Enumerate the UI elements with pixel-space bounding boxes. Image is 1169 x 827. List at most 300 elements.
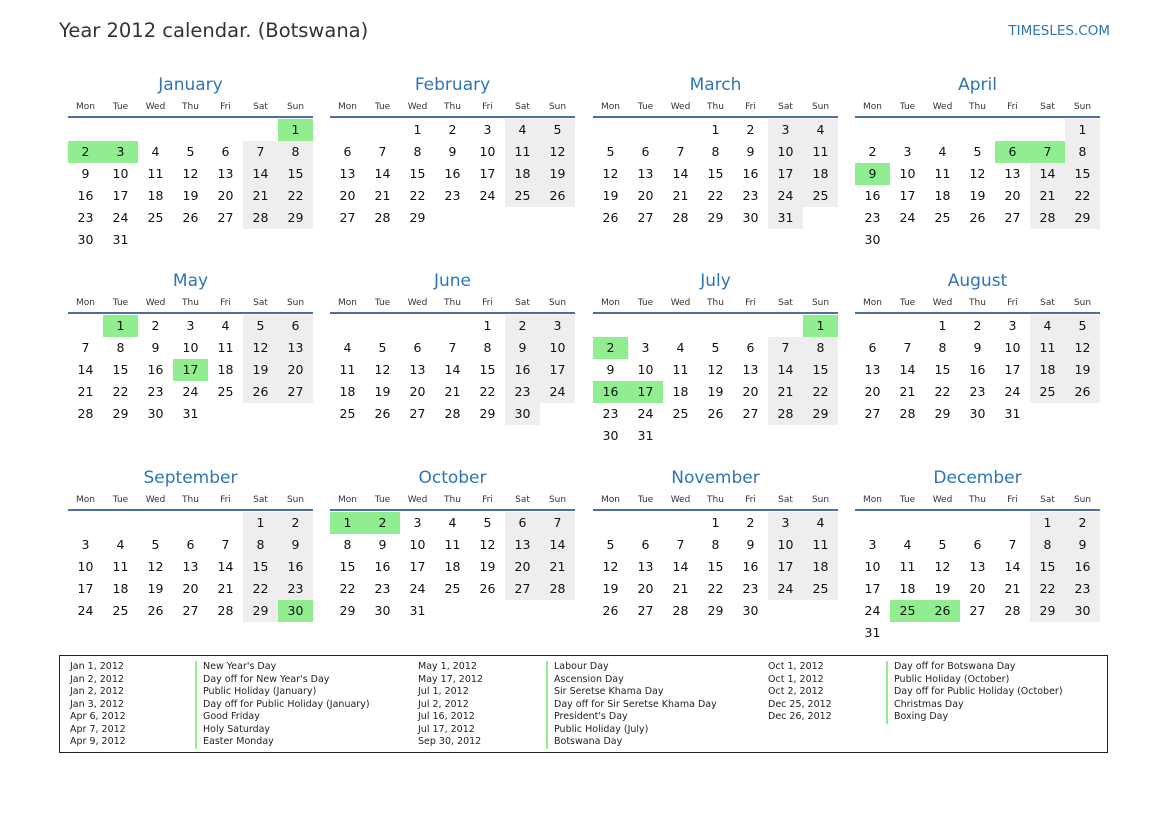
day-cell: 29	[243, 600, 278, 622]
day-cell: 21	[374, 188, 391, 203]
day-cell: 21	[217, 581, 234, 596]
weekday-label: Mon	[863, 495, 882, 505]
weekday-label: Thu	[969, 102, 986, 112]
holiday-day-cell: 25	[890, 600, 925, 622]
day-grid	[593, 118, 838, 229]
day-cell: 6	[186, 537, 195, 552]
day-cell: 5	[243, 315, 278, 337]
month-name: August	[947, 271, 1008, 291]
day-cell: 24	[637, 406, 654, 421]
month-november	[593, 465, 838, 622]
day-cell: 23	[374, 581, 391, 596]
day-cell: 25	[505, 185, 540, 207]
holiday-day-cell: 17	[628, 381, 663, 403]
day-cell: 1	[711, 515, 720, 530]
day-cell: 30	[147, 406, 164, 421]
day-cell: 23	[864, 210, 881, 225]
day-cell: 9	[1065, 534, 1100, 556]
day-cell: 5	[186, 144, 195, 159]
day-cell: 10	[479, 144, 496, 159]
weekday-label: Thu	[444, 102, 461, 112]
day-cell: 16	[742, 559, 759, 574]
day-cell: 15	[409, 166, 426, 181]
weekday-label: Wed	[407, 298, 428, 308]
month-name: October	[418, 468, 487, 488]
day-cell: 12	[707, 362, 724, 377]
weekday-label: Thu	[969, 298, 986, 308]
day-cell: 15	[707, 559, 724, 574]
day-cell: 9	[606, 362, 615, 377]
day-cell: 26	[707, 406, 724, 421]
weekday-label: Thu	[969, 495, 986, 505]
day-cell: 8	[278, 141, 313, 163]
day-cell: 7	[243, 141, 278, 163]
day-cell: 16	[1065, 556, 1100, 578]
day-cell: 1	[243, 512, 278, 534]
weekday-header	[330, 491, 575, 511]
day-cell: 19	[374, 384, 391, 399]
day-cell: 28	[77, 406, 94, 421]
empty-cell	[628, 119, 663, 141]
day-cell: 3	[768, 512, 803, 534]
day-cell: 18	[444, 559, 461, 574]
day-cell: 4	[505, 119, 540, 141]
holiday-name: Botswana Day	[546, 736, 622, 749]
day-cell: 30	[505, 403, 540, 425]
day-cell: 21	[1030, 185, 1065, 207]
day-cell: 14	[899, 362, 916, 377]
day-cell: 10	[77, 559, 94, 574]
day-cell: 3	[903, 144, 912, 159]
day-cell: 6	[868, 340, 877, 355]
month-march	[593, 72, 838, 229]
day-cell: 13	[637, 166, 654, 181]
day-cell: 22	[112, 384, 129, 399]
day-cell: 12	[602, 166, 619, 181]
day-cell: 18	[217, 362, 234, 377]
holiday-name: Day off for New Year's Day	[195, 674, 329, 687]
empty-cell	[960, 119, 995, 141]
holiday-name: Christmas Day	[886, 699, 964, 712]
day-cell: 20	[637, 581, 654, 596]
holiday-date: Oct 1, 2012	[768, 661, 824, 672]
day-cell: 19	[243, 359, 278, 381]
day-cell: 22	[409, 188, 426, 203]
day-cell: 1	[1065, 119, 1100, 141]
day-cell: 13	[969, 559, 986, 574]
day-cell: 18	[934, 188, 951, 203]
day-cell: 15	[112, 362, 129, 377]
day-grid	[330, 314, 575, 425]
holiday-date: Oct 1, 2012	[768, 673, 824, 685]
day-grid	[68, 118, 313, 251]
weekday-header	[330, 98, 575, 118]
holiday-name: Easter Monday	[195, 736, 274, 749]
day-cell: 21	[672, 188, 689, 203]
day-cell: 29	[934, 406, 951, 421]
holiday-day-cell: 17	[173, 359, 208, 381]
day-cell: 19	[602, 581, 619, 596]
day-cell: 14	[540, 534, 575, 556]
day-cell: 16	[969, 362, 986, 377]
day-cell: 11	[1030, 337, 1065, 359]
day-cell: 15	[339, 559, 356, 574]
day-cell: 9	[81, 166, 90, 181]
holiday-name: Sir Seretse Khama Day	[546, 686, 663, 699]
weekday-label: Fri	[745, 102, 756, 112]
holiday-date: Jul 2, 2012	[418, 698, 469, 710]
day-cell: 12	[374, 362, 391, 377]
weekday-label: Tue	[112, 102, 129, 112]
day-cell: 18	[899, 581, 916, 596]
day-cell: 11	[112, 559, 129, 574]
holiday-day-cell: 1	[803, 315, 838, 337]
empty-cell	[925, 119, 960, 141]
day-cell: 23	[742, 188, 759, 203]
day-cell: 9	[151, 340, 160, 355]
day-cell: 16	[505, 359, 540, 381]
day-cell: 31	[182, 406, 199, 421]
day-cell: 28	[1030, 207, 1065, 229]
month-name: July	[700, 271, 731, 291]
empty-cell	[593, 315, 628, 337]
day-cell: 14	[77, 362, 94, 377]
day-grid	[68, 511, 313, 622]
day-cell: 3	[413, 515, 422, 530]
day-cell: 6	[641, 144, 650, 159]
day-cell: 7	[448, 340, 457, 355]
holiday-date: Jan 1, 2012	[70, 661, 124, 672]
day-cell: 7	[903, 340, 912, 355]
day-cell: 22	[934, 384, 951, 399]
day-cell: 6	[343, 144, 352, 159]
weekday-label: Thu	[182, 298, 199, 308]
month-april	[855, 72, 1100, 251]
day-cell: 18	[803, 556, 838, 578]
weekday-header	[68, 98, 313, 118]
day-cell: 29	[278, 207, 313, 229]
day-cell: 8	[711, 144, 720, 159]
day-cell: 19	[540, 163, 575, 185]
day-cell: 15	[1065, 163, 1100, 185]
empty-cell	[733, 315, 768, 337]
day-cell: 18	[1030, 359, 1065, 381]
day-cell: 5	[540, 119, 575, 141]
day-grid	[855, 314, 1100, 425]
day-cell: 12	[969, 166, 986, 181]
holiday-date: Jan 2, 2012	[70, 686, 124, 697]
day-cell: 22	[1030, 578, 1065, 600]
day-cell: 12	[934, 559, 951, 574]
day-cell: 4	[221, 318, 230, 333]
weekday-label: Thu	[182, 102, 199, 112]
weekday-label: Thu	[444, 495, 461, 505]
day-cell: 12	[1065, 337, 1100, 359]
day-cell: 25	[339, 406, 356, 421]
day-cell: 15	[479, 362, 496, 377]
day-cell: 4	[151, 144, 160, 159]
day-cell: 16	[278, 556, 313, 578]
empty-cell	[663, 512, 698, 534]
empty-cell	[365, 119, 400, 141]
day-cell: 7	[676, 144, 685, 159]
day-cell: 3	[81, 537, 90, 552]
day-cell: 11	[803, 141, 838, 163]
day-cell: 13	[182, 559, 199, 574]
day-cell: 23	[602, 406, 619, 421]
day-cell: 2	[505, 315, 540, 337]
day-cell: 12	[182, 166, 199, 181]
day-cell: 25	[803, 578, 838, 600]
day-cell: 9	[278, 534, 313, 556]
weekday-label: Sun	[811, 495, 830, 505]
weekday-label: Fri	[482, 495, 493, 505]
day-cell: 9	[746, 537, 755, 552]
month-october	[330, 465, 575, 622]
day-cell: 30	[742, 210, 759, 225]
day-cell: 28	[768, 403, 803, 425]
weekday-label: Mon	[863, 102, 882, 112]
day-cell: 8	[243, 534, 278, 556]
day-cell: 2	[973, 318, 982, 333]
day-cell: 17	[77, 581, 94, 596]
day-cell: 11	[803, 534, 838, 556]
month-february	[330, 72, 575, 229]
weekday-label: Wed	[145, 102, 166, 112]
day-cell: 27	[969, 603, 986, 618]
day-cell: 10	[409, 537, 426, 552]
day-cell: 25	[934, 210, 951, 225]
day-cell: 24	[768, 185, 803, 207]
day-cell: 16	[77, 188, 94, 203]
day-cell: 20	[969, 581, 986, 596]
holiday-date: Jul 1, 2012	[418, 686, 469, 697]
day-cell: 27	[278, 381, 313, 403]
day-cell: 16	[444, 166, 461, 181]
day-cell: 10	[1004, 340, 1021, 355]
day-cell: 12	[479, 537, 496, 552]
day-cell: 8	[711, 537, 720, 552]
weekday-label: Wed	[670, 298, 691, 308]
weekday-label: Tue	[374, 495, 391, 505]
empty-cell	[68, 512, 103, 534]
day-cell: 27	[505, 578, 540, 600]
day-grid	[330, 118, 575, 229]
day-cell: 14	[444, 362, 461, 377]
day-cell: 7	[81, 340, 90, 355]
weekday-label: Fri	[1007, 495, 1018, 505]
day-cell: 26	[602, 210, 619, 225]
weekday-label: Mon	[863, 298, 882, 308]
empty-cell	[173, 512, 208, 534]
day-cell: 15	[278, 163, 313, 185]
day-cell: 3	[768, 119, 803, 141]
day-cell: 10	[899, 166, 916, 181]
weekday-label: Sun	[286, 298, 305, 308]
weekday-label: Tue	[637, 102, 654, 112]
day-cell: 23	[147, 384, 164, 399]
weekday-label: Mon	[76, 495, 95, 505]
weekday-label: Sat	[253, 102, 268, 112]
holiday-name: Day off for Public Holiday (October)	[886, 686, 1063, 699]
weekday-header	[855, 294, 1100, 314]
day-grid	[330, 511, 575, 622]
weekday-label: Tue	[637, 298, 654, 308]
day-cell: 12	[243, 337, 278, 359]
weekday-label: Fri	[220, 102, 231, 112]
day-cell: 29	[707, 210, 724, 225]
empty-cell	[1030, 119, 1065, 141]
weekday-header	[593, 491, 838, 511]
day-cell: 28	[1004, 603, 1021, 618]
weekday-label: Fri	[220, 298, 231, 308]
day-cell: 21	[672, 581, 689, 596]
day-cell: 18	[339, 384, 356, 399]
empty-cell	[103, 119, 138, 141]
holiday-date: Jan 2, 2012	[70, 673, 124, 685]
day-cell: 31	[112, 232, 129, 247]
weekday-label: Sun	[811, 298, 830, 308]
day-cell: 24	[77, 603, 94, 618]
day-cell: 6	[221, 144, 230, 159]
day-cell: 28	[899, 406, 916, 421]
day-cell: 11	[672, 362, 689, 377]
weekday-label: Tue	[899, 495, 916, 505]
holiday-date: May 1, 2012	[418, 661, 477, 672]
day-cell: 6	[746, 340, 755, 355]
empty-cell	[365, 315, 400, 337]
weekday-label: Tue	[112, 495, 129, 505]
day-cell: 16	[147, 362, 164, 377]
empty-cell	[103, 512, 138, 534]
site-link[interactable]: TIMESLES.COM	[1008, 23, 1110, 39]
day-cell: 23	[1065, 578, 1100, 600]
holiday-date: Sep 30, 2012	[418, 736, 482, 747]
day-cell: 8	[1030, 534, 1065, 556]
day-cell: 27	[637, 210, 654, 225]
day-cell: 11	[934, 166, 951, 181]
empty-cell	[68, 119, 103, 141]
day-cell: 13	[864, 362, 881, 377]
weekday-label: Mon	[338, 495, 357, 505]
day-cell: 3	[868, 537, 877, 552]
weekday-label: Wed	[407, 102, 428, 112]
day-cell: 4	[676, 340, 685, 355]
day-cell: 13	[217, 166, 234, 181]
day-cell: 7	[1008, 537, 1017, 552]
day-cell: 30	[1065, 600, 1100, 622]
day-grid	[593, 314, 838, 447]
holiday-day-cell: 16	[593, 381, 628, 403]
day-cell: 2	[746, 515, 755, 530]
day-cell: 25	[147, 210, 164, 225]
weekday-label: Sat	[515, 495, 530, 505]
weekday-label: Tue	[899, 298, 916, 308]
day-cell: 14	[768, 359, 803, 381]
month-september	[68, 465, 313, 622]
day-cell: 27	[409, 406, 426, 421]
day-cell: 21	[77, 384, 94, 399]
day-cell: 27	[864, 406, 881, 421]
empty-cell	[330, 119, 365, 141]
holiday-day-cell: 2	[68, 141, 103, 163]
day-cell: 24	[864, 603, 881, 618]
day-cell: 28	[444, 406, 461, 421]
empty-cell	[208, 512, 243, 534]
day-cell: 11	[217, 340, 234, 355]
holiday-date: Apr 7, 2012	[70, 723, 126, 735]
weekday-label: Tue	[374, 298, 391, 308]
month-august	[855, 268, 1100, 425]
weekday-label: Wed	[145, 298, 166, 308]
holiday-name: Labour Day	[546, 661, 609, 674]
day-cell: 10	[540, 337, 575, 359]
day-cell: 20	[182, 581, 199, 596]
weekday-label: Wed	[932, 495, 953, 505]
day-cell: 17	[768, 556, 803, 578]
day-cell: 29	[707, 603, 724, 618]
empty-cell	[593, 512, 628, 534]
day-cell: 23	[278, 578, 313, 600]
day-cell: 29	[339, 603, 356, 618]
weekday-label: Tue	[374, 102, 391, 112]
weekday-label: Wed	[145, 495, 166, 505]
day-cell: 11	[147, 166, 164, 181]
day-cell: 31	[409, 603, 426, 618]
day-grid	[68, 314, 313, 425]
month-name: January	[158, 75, 223, 95]
day-cell: 20	[339, 188, 356, 203]
empty-cell	[925, 512, 960, 534]
day-cell: 5	[606, 144, 615, 159]
weekday-label: Thu	[707, 495, 724, 505]
day-cell: 24	[540, 381, 575, 403]
calendar-grid	[68, 72, 1102, 652]
holiday-name: Ascension Day	[546, 674, 624, 687]
day-cell: 26	[243, 381, 278, 403]
day-cell: 30	[602, 428, 619, 443]
empty-cell	[960, 512, 995, 534]
day-cell: 21	[768, 381, 803, 403]
holiday-day-cell: 6	[995, 141, 1030, 163]
day-cell: 2	[868, 144, 877, 159]
day-cell: 25	[112, 603, 129, 618]
day-cell: 10	[182, 340, 199, 355]
holiday-name: Public Holiday (January)	[195, 686, 316, 699]
day-cell: 7	[540, 512, 575, 534]
weekday-label: Wed	[670, 102, 691, 112]
weekday-label: Wed	[932, 102, 953, 112]
day-cell: 26	[182, 210, 199, 225]
day-cell: 20	[409, 384, 426, 399]
day-cell: 25	[217, 384, 234, 399]
weekday-label: Fri	[482, 102, 493, 112]
day-cell: 8	[1065, 141, 1100, 163]
day-cell: 27	[182, 603, 199, 618]
day-cell: 26	[540, 185, 575, 207]
weekday-label: Sat	[253, 298, 268, 308]
weekday-label: Sat	[1040, 102, 1055, 112]
day-cell: 4	[343, 340, 352, 355]
day-cell: 13	[637, 559, 654, 574]
day-cell: 5	[606, 537, 615, 552]
day-cell: 24	[899, 210, 916, 225]
day-cell: 2	[278, 512, 313, 534]
day-cell: 29	[803, 403, 838, 425]
month-name: September	[143, 468, 238, 488]
day-cell: 1	[413, 122, 422, 137]
day-cell: 12	[540, 141, 575, 163]
